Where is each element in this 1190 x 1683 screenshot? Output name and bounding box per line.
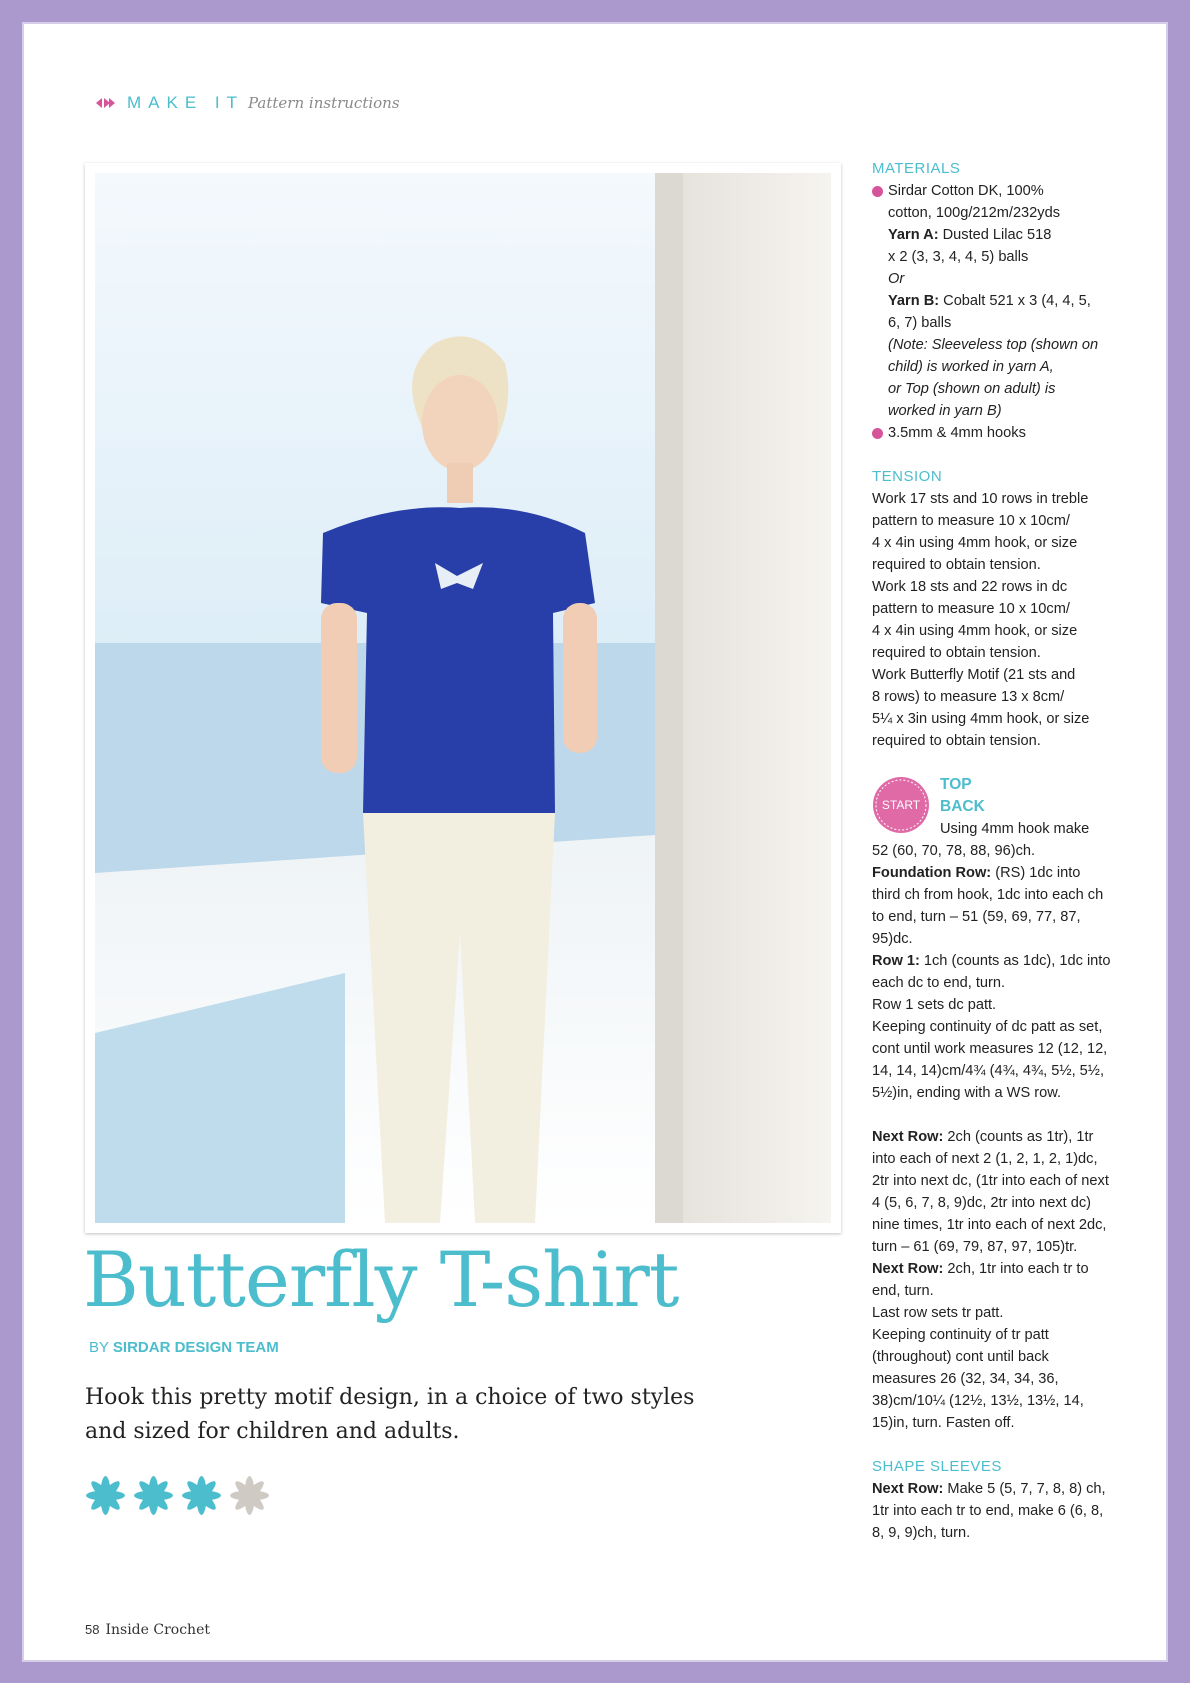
section-subtitle: Pattern instructions bbox=[248, 94, 400, 112]
next-row-label: Next Row: bbox=[872, 1129, 944, 1145]
next-row bbox=[872, 1258, 1112, 1302]
double-arrow-icon bbox=[95, 96, 117, 110]
materials-note: child) is worked in yarn A, bbox=[888, 359, 1054, 375]
materials-note: (Note: Sleeveless top (shown on bbox=[888, 337, 1099, 353]
next-row-label: Next Row: bbox=[872, 1481, 944, 1497]
start-block bbox=[872, 774, 1112, 840]
tension-line: Work Butterfly Motif (21 sts and bbox=[872, 667, 1076, 683]
page-number: 58 bbox=[85, 1622, 100, 1637]
materials-heading: MATERIALS bbox=[872, 160, 961, 177]
byline-author: SIRDAR DESIGN TEAM bbox=[112, 1339, 279, 1356]
row1-sets: Row 1 sets dc patt. bbox=[872, 997, 997, 1013]
tension-line: required to obtain tension. bbox=[872, 733, 1041, 749]
foundation-row bbox=[872, 862, 1112, 950]
tension-line: Work 17 sts and 10 rows in treble bbox=[872, 491, 1089, 507]
row1-text: 1ch (counts as 1dc), 1dc into each dc to end, turn. bbox=[872, 953, 1111, 991]
materials-line: cotton, 100g/212m/232yds bbox=[888, 205, 1061, 221]
next-row bbox=[872, 1126, 1112, 1258]
start-badge bbox=[872, 776, 930, 834]
tension-line: 8 rows) to measure 13 x 8cm/ bbox=[872, 689, 1065, 705]
materials-line: Sirdar Cotton DK, 100% bbox=[888, 183, 1044, 199]
tension-line: required to obtain tension. bbox=[872, 557, 1041, 573]
next-row-text: 2ch, 1tr into each tr to end, turn. bbox=[872, 1261, 1089, 1299]
yarn-a-qty: x 2 (3, 3, 4, 4, 5) balls bbox=[888, 249, 1029, 265]
top-heading: TOP bbox=[940, 776, 972, 793]
yarn-a-text: Dusted Lilac 518 bbox=[942, 227, 1052, 243]
article-intro: Hook this pretty motif design, in a choice of two styles and sized for children and adults. bbox=[85, 1385, 695, 1444]
model-photo bbox=[85, 163, 841, 1233]
byline bbox=[89, 1339, 279, 1356]
pattern-column bbox=[872, 158, 1112, 1544]
shape-sleeves-heading: SHAPE SLEEVES bbox=[872, 1458, 1002, 1475]
section-header bbox=[95, 93, 400, 113]
back-chain: 52 (60, 70, 78, 88, 96)ch. bbox=[872, 843, 1036, 859]
tension-line: 4 x 4in using 4mm hook, or size bbox=[872, 623, 1078, 639]
next-row-label: Next Row: bbox=[872, 1261, 944, 1277]
foundation-text: (RS) 1dc into third ch from hook, 1dc into each ch to end, turn – 51 (59, 69, 77, 87, 95)dc. bbox=[872, 865, 1104, 947]
magazine-name: Inside Crochet bbox=[105, 1622, 210, 1638]
start-badge-label: START bbox=[881, 798, 921, 812]
difficulty-rating bbox=[85, 1475, 270, 1516]
page-footer bbox=[85, 1622, 210, 1638]
bullet-dot-icon bbox=[872, 428, 883, 439]
tension-line: 4 x 4in using 4mm hook, or size bbox=[872, 535, 1078, 551]
tension-line: Work 18 sts and 22 rows in dc bbox=[872, 579, 1068, 595]
sleeves-next-row bbox=[872, 1478, 1112, 1544]
back-first-line: Using 4mm hook make bbox=[940, 821, 1090, 837]
bullet-dot-icon bbox=[872, 186, 883, 197]
star-empty-icon bbox=[229, 1475, 270, 1516]
yarn-b-qty: 6, 7) balls bbox=[888, 315, 952, 331]
next-row-text: 2ch (counts as 1tr), 1tr into each of next 2 (1, 2, 1, 2, 1)dc, 2tr into next dc, (1tr into each of next 4 (5, 6, 7, 8, 9)dc, 2tr into next dc) nine times, 1tr into each of next 2dc, turn – 61 (69, 79, 87, 97, 105)tr. bbox=[872, 1129, 1109, 1255]
tension-line: required to obtain tension. bbox=[872, 645, 1041, 661]
materials-item bbox=[872, 422, 1112, 444]
photo-image bbox=[95, 173, 831, 1223]
tension-line: pattern to measure 10 x 10cm/ bbox=[872, 601, 1070, 617]
or-line: Or bbox=[888, 271, 905, 287]
materials-note: worked in yarn B) bbox=[888, 403, 1002, 419]
keep-continuity-tr: Keeping continuity of tr patt (throughout) cont until back measures 26 (32, 34, 34, 36, 38)cm/10¼ (12½, 13½, 13½, 14, 15)in, turn. Fasten off. bbox=[872, 1327, 1084, 1431]
yarn-a-label: Yarn A: bbox=[888, 227, 939, 243]
article-title: Butterfly T-shirt bbox=[83, 1235, 679, 1324]
star-filled-icon bbox=[181, 1475, 222, 1516]
top-headings bbox=[940, 774, 985, 818]
materials-note: or Top (shown on adult) is bbox=[888, 381, 1056, 397]
section-label: MAKE IT bbox=[127, 93, 245, 112]
keep-continuity-dc: Keeping continuity of dc patt as set, cont until work measures 12 (12, 12, 14, 14, 14)cm/4¾ (4¾, 4¾, 5½, 5½, 5½)in, ending with a WS row. bbox=[872, 1019, 1108, 1101]
row-1 bbox=[872, 950, 1112, 994]
byline-prefix: BY bbox=[89, 1339, 109, 1356]
next-row-text: Make 5 (5, 7, 7, 8, 8) ch, 1tr into each tr to end, make 6 (6, 8, 8, 9, 9)ch, turn. bbox=[872, 1481, 1106, 1541]
materials-item bbox=[872, 180, 1112, 422]
materials-line: 3.5mm & 4mm hooks bbox=[888, 425, 1026, 441]
back-heading: BACK bbox=[940, 798, 985, 815]
tension-line: pattern to measure 10 x 10cm/ bbox=[872, 513, 1070, 529]
yarn-b-text: Cobalt 521 x 3 (4, 4, 5, bbox=[943, 293, 1091, 309]
star-filled-icon bbox=[133, 1475, 174, 1516]
yarn-b-label: Yarn B: bbox=[888, 293, 940, 309]
tension-text bbox=[872, 488, 1112, 752]
last-row-sets: Last row sets tr patt. bbox=[872, 1305, 1004, 1321]
foundation-label: Foundation Row: bbox=[872, 865, 992, 881]
row1-label: Row 1: bbox=[872, 953, 920, 969]
tension-heading: TENSION bbox=[872, 468, 943, 485]
star-filled-icon bbox=[85, 1475, 126, 1516]
yarn-b-line bbox=[888, 290, 1112, 312]
yarn-a-line bbox=[888, 224, 1112, 246]
tension-line: 5¼ x 3in using 4mm hook, or size bbox=[872, 711, 1090, 727]
